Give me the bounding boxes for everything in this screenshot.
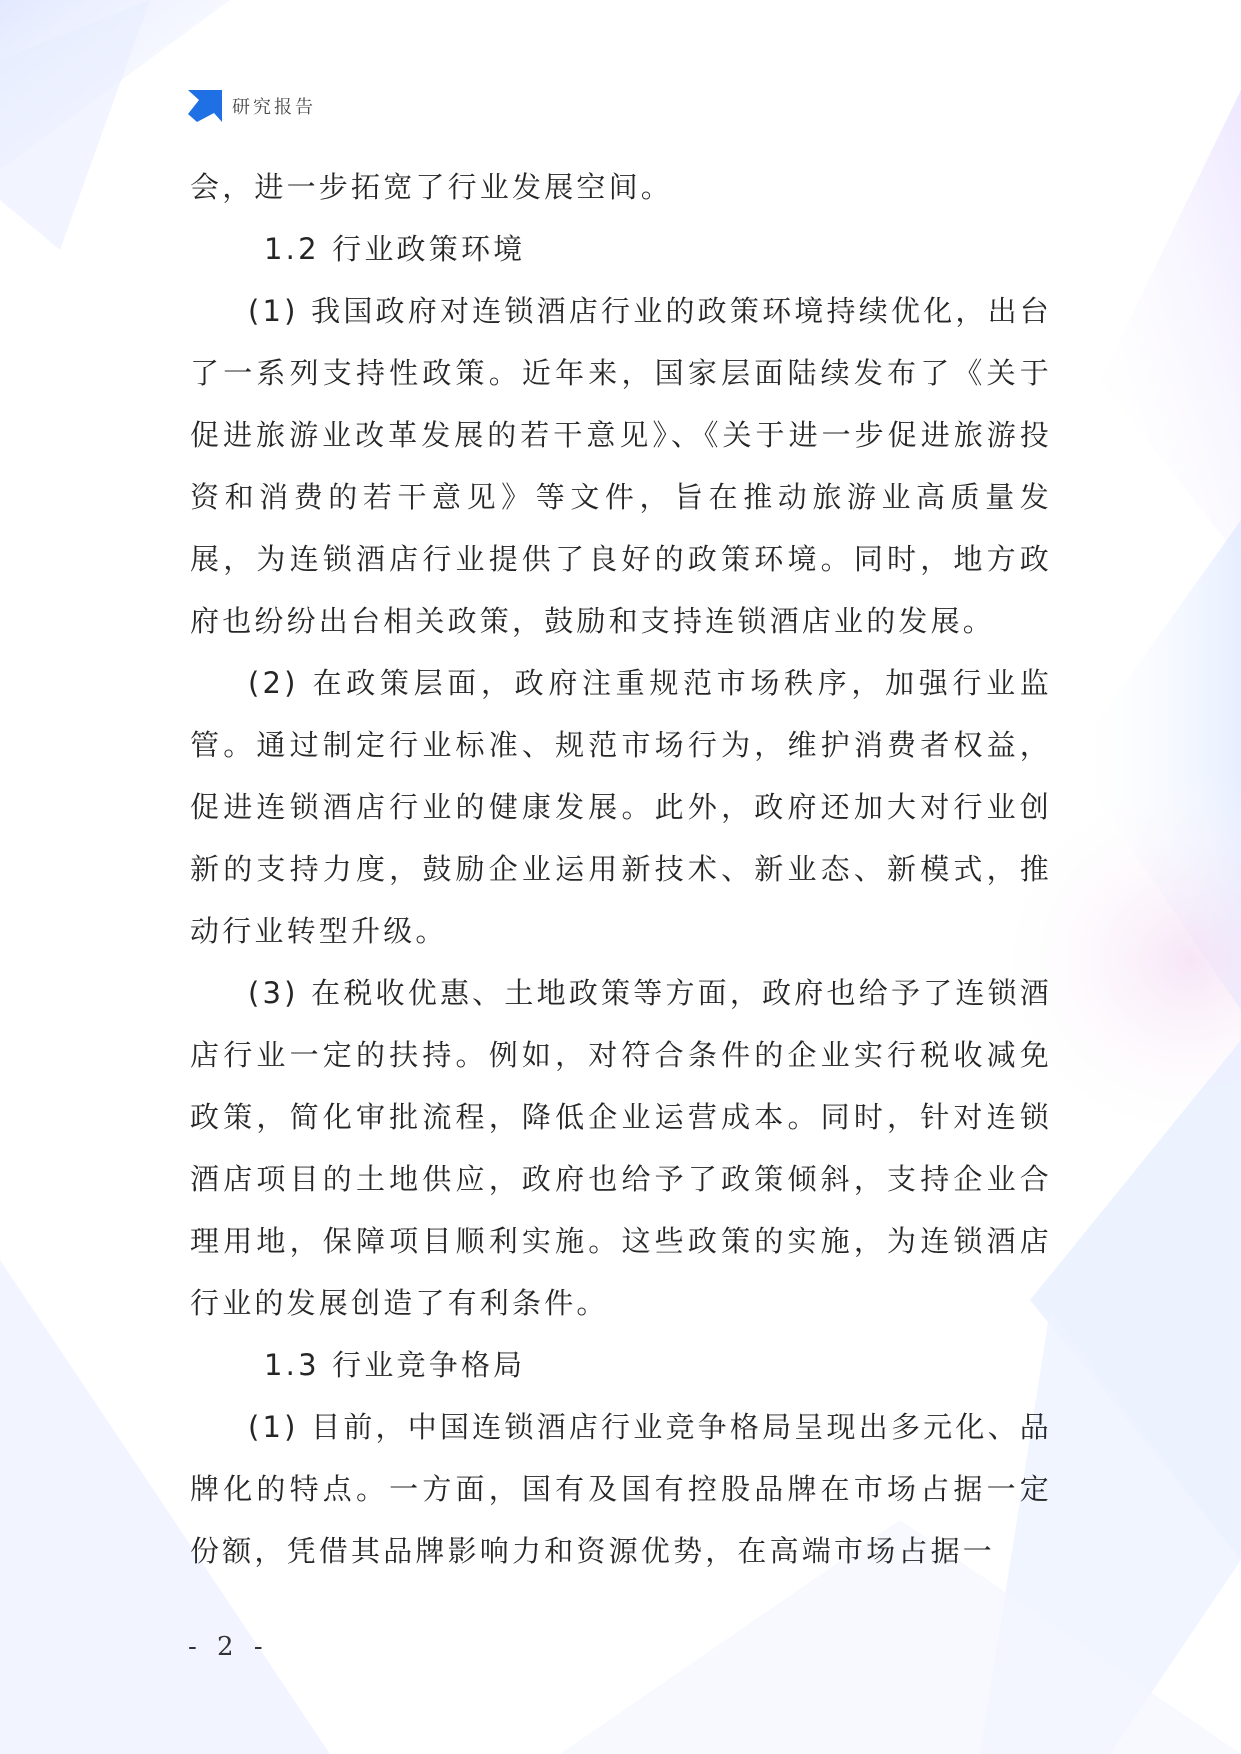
header-title: 研究报告 bbox=[232, 97, 316, 118]
document-body bbox=[190, 156, 1052, 1582]
page-number: - 2 - bbox=[188, 1632, 269, 1662]
paragraph: (1) 我国政府对连锁酒店行业的政策环境持续优化，出台了一系列支持性政策。近年来，国家层面陆续发布了《关于促进旅游业改革发展的若干意见》、《关于进一步促进旅游投资和消费的若干意见》等文件，旨在推动旅游业高质量发展，为连锁酒店行业提供了良好的政策环境。同时，地方政府也纷纷出台相关政策，鼓励和支持连锁酒店业的发展。 bbox=[190, 294, 1052, 638]
section-heading: 1.2 行业政策环境 bbox=[264, 232, 526, 266]
paragraph: (1) 目前，中国连锁酒店行业竞争格局呈现出多元化、品牌化的特点。一方面，国有及国有控股品牌在市场占据一定份额，凭借其品牌影响力和资源优势，在高端市场占据一 bbox=[190, 1410, 1052, 1568]
paragraph: (3) 在税收优惠、土地政策等方面，政府也给予了连锁酒店行业一定的扶持。例如，对符合条件的企业实行税收减免政策，简化审批流程，降低企业运营成本。同时，针对连锁酒店项目的土地供应，政府也给予了政策倾斜，支持企业合理用地，保障项目顺利实施。这些政策的实施，为连锁酒店行业的发展创造了有利条件。 bbox=[190, 976, 1052, 1320]
paragraph: 会，进一步拓宽了行业发展空间。 bbox=[190, 170, 674, 204]
paragraph: (2) 在政策层面，政府注重规范市场秩序，加强行业监管。通过制定行业标准、规范市场行为，维护消费者权益，促进连锁酒店行业的健康发展。此外，政府还加大对行业创新的支持力度，鼓励企业运用新技术、新业态、新模式，推动行业转型升级。 bbox=[190, 666, 1052, 948]
arrow-up-right-icon bbox=[188, 90, 222, 122]
section-heading: 1.3 行业竞争格局 bbox=[264, 1348, 526, 1382]
document-header bbox=[188, 90, 316, 122]
